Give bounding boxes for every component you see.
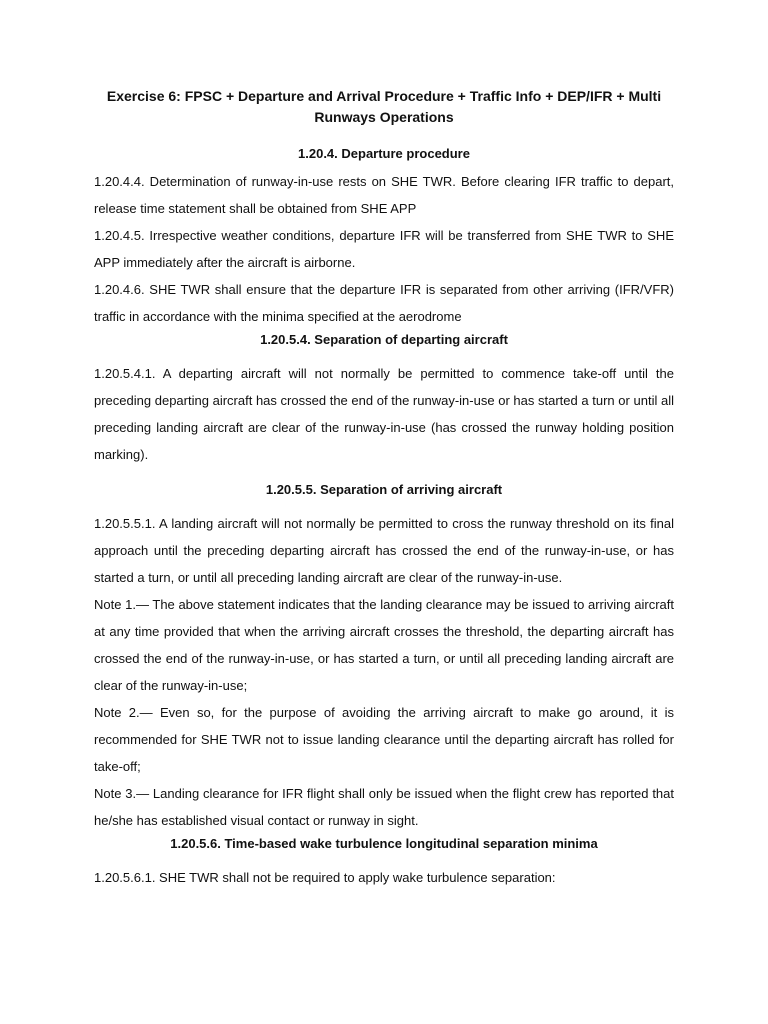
section-heading-wake-turbulence: 1.20.5.6. Time-based wake turbulence longitudinal separation minima	[170, 836, 598, 851]
document-title: Exercise 6: FPSC + Departure and Arrival Procedure + Traffic Info + DEP/IFR + Multi Runways Operations	[106, 88, 662, 125]
note-paragraph: Note 3.— Landing clearance for IFR flight shall only be issued when the flight crew has reported that he/she has established visual contact or runway in sight.	[94, 786, 674, 828]
paragraph: 1.20.5.6.1. SHE TWR shall not be required to apply wake turbulence separation:	[94, 870, 556, 885]
note-paragraph: Note 1.— The above statement indicates that the landing clearance may be issued to arriving aircraft at any time provided that when the arriving aircraft crosses the threshold, the departing aircraft has crossed the end of the runway-in-use, or has started a turn, or until all preceding landing aircraft are clear of the runway-in-use;	[94, 597, 674, 693]
note-paragraph: Note 2.— Even so, for the purpose of avoiding the arriving aircraft to make go around, it is recommended for SHE TWR not to issue landing clearance until the departing aircraft has rolled for take-off;	[94, 705, 674, 774]
section-heading-separation-departing: 1.20.5.4. Separation of departing aircraft	[260, 332, 508, 347]
paragraph: 1.20.5.4.1. A departing aircraft will not normally be permitted to commence take-off until the preceding departing aircraft has crossed the end of the runway-in-use or has started a turn or until all preceding landing aircraft are clear of the runway-in-use (has crossed the runway holding position marking).	[94, 366, 674, 462]
section-heading-departure-procedure: 1.20.4. Departure procedure	[298, 146, 470, 161]
section-heading-separation-arriving: 1.20.5.5. Separation of arriving aircraft	[265, 482, 503, 497]
paragraph: 1.20.4.4. Determination of runway-in-use rests on SHE TWR. Before clearing IFR traffic to depart, release time statement shall be obtained from SHE APP	[94, 174, 674, 216]
paragraph: 1.20.5.5.1. A landing aircraft will not normally be permitted to cross the runway threshold on its final approach until the preceding departing aircraft has crossed the end of the runway-in-use, or has started a turn, or until all preceding landing aircraft are clear of the runway-in-use.	[94, 516, 674, 585]
paragraph: 1.20.4.6. SHE TWR shall ensure that the departure IFR is separated from other arriving (IFR/VFR) traffic in accordance with the minima specified at the aerodrome	[94, 282, 674, 324]
paragraph: 1.20.4.5. Irrespective weather conditions, departure IFR will be transferred from SHE TWR to SHE APP immediately after the aircraft is airborne.	[94, 228, 674, 270]
